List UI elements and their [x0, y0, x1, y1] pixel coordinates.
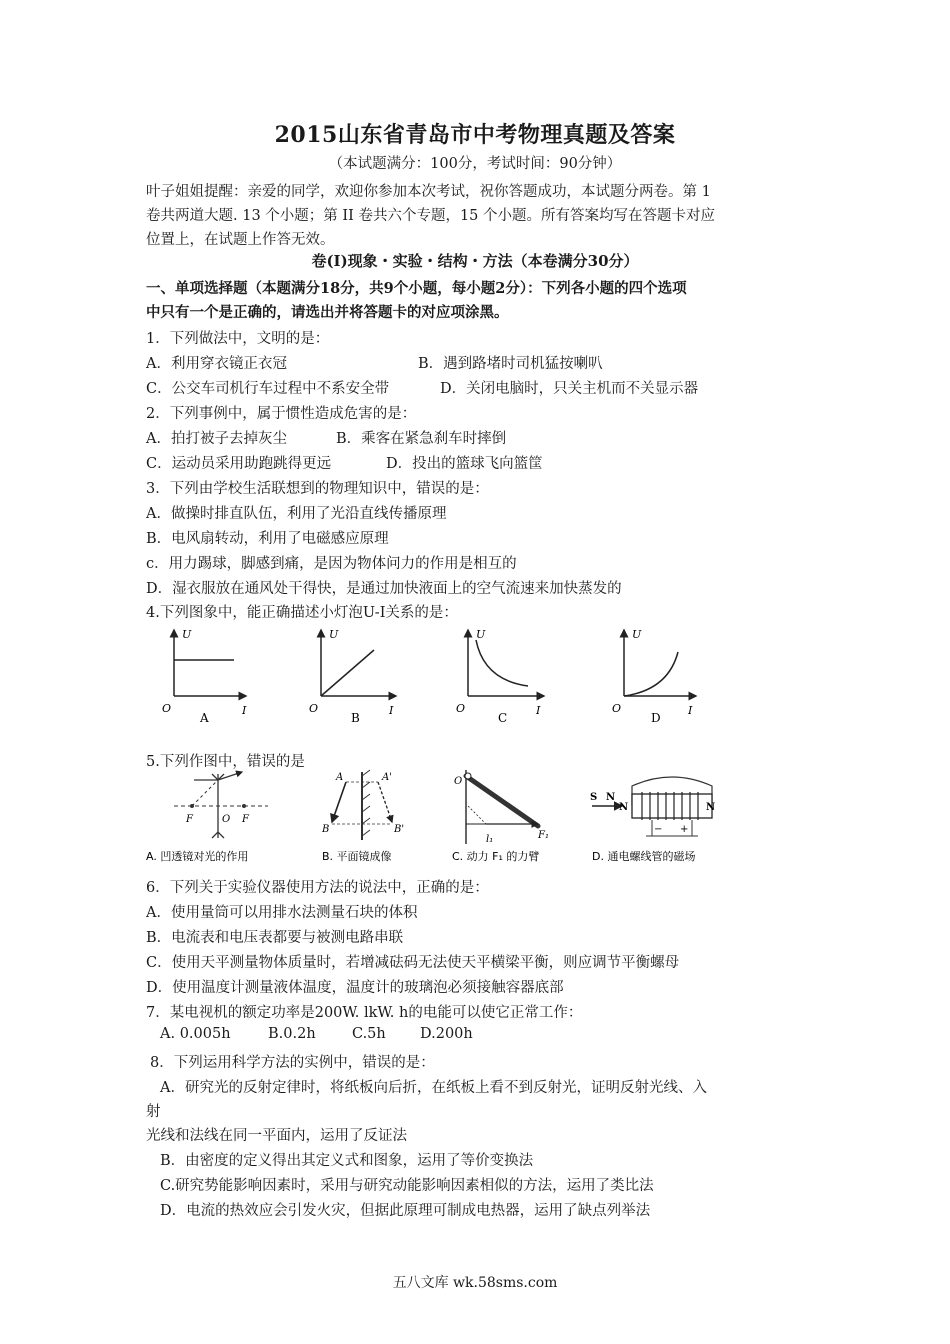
q3-option-b: B．电风扇转动，利用了电磁感应原理 — [146, 531, 389, 547]
q8-option-a-2: 射 — [146, 1104, 161, 1120]
fig-a-f-right: F — [242, 814, 249, 825]
fig-b-caption: B. 平面镜成像 — [322, 850, 392, 863]
graph-b-axis-i: I — [389, 704, 394, 717]
q1-option-c: C．公交车司机行车过程中不系安全带 — [146, 381, 390, 397]
fig-a-concave-lens — [174, 772, 268, 838]
fig-d-compass-n: N — [606, 792, 616, 803]
q2-stem: 2．下列事例中，属于惯性造成危害的是： — [146, 406, 417, 422]
q6-option-d: D．使用温度计测量液体温度，温度计的玻璃泡必须接触容器底部 — [146, 980, 564, 996]
fig-c-l1: l₁ — [486, 834, 494, 845]
fig-b-b-prime: B' — [394, 824, 405, 835]
q7-option-b: B.0.2h — [268, 1026, 316, 1042]
fig-c-lever — [454, 770, 549, 845]
q8-stem: 8．下列运用科学方法的实例中，错误的是： — [150, 1055, 435, 1071]
q3-option-a: A．做操时排直队伍，利用了光沿直线传播原理 — [146, 506, 447, 522]
graph-b-curve — [321, 650, 374, 696]
graph-c-axis-i: I — [536, 704, 541, 717]
graph-d-origin: O — [612, 702, 622, 715]
graph-a-axis-u: U — [182, 628, 192, 641]
fig-b-b: B — [322, 824, 330, 835]
graph-b-label: B — [351, 711, 360, 725]
intro-line-3: 位置上，在试题上作答无效。 — [146, 232, 335, 248]
fig-d-compass-s: S — [590, 792, 598, 803]
q1-stem: 1．下列做法中，文明的是： — [146, 331, 330, 347]
q5-diagrams — [146, 766, 746, 866]
q8-option-a-3: 光线和法线在同一平面内，运用了反证法 — [146, 1128, 407, 1144]
graph-c-axis-u: U — [476, 628, 486, 641]
q8-option-b: B．由密度的定义得出其定义式和图象，运用了等价变换法 — [160, 1153, 534, 1169]
q6-option-c: C．使用天平测量物体质量时，若增减砝码无法使天平横梁平衡，则应调节平衡螺母 — [146, 955, 680, 971]
graph-c-curve — [476, 640, 528, 686]
fig-d-solenoid — [590, 777, 715, 836]
fig-b-a-prime: A' — [382, 772, 392, 783]
fig-d-plus: + — [680, 824, 689, 835]
fig-d-pole-n-left: N — [619, 802, 629, 813]
q3-option-c: c．用力踢球，脚感到痛，是因为物体问力的作用是相互的 — [146, 556, 517, 572]
q8-option-d: D．电流的热效应会引发火灾，但据此原理可制成电热器，运用了缺点列举法 — [160, 1203, 651, 1219]
fig-c-caption: C. 动力 F₁ 的力臂 — [452, 850, 540, 863]
fig-b-plane-mirror — [321, 770, 404, 840]
exam-info: （本试题满分：100分，考试时间：90分钟） — [328, 156, 622, 172]
q7-option-a: A. 0.005h — [160, 1026, 231, 1042]
q6-option-b: B．电流表和电压表都要与被测电路串联 — [146, 930, 404, 946]
footer-watermark: 五八文库 wk.58sms.com — [392, 1275, 558, 1291]
graph-c — [456, 628, 544, 725]
fig-d-minus: − — [654, 824, 663, 835]
q3-stem: 3．下列由学校生活联想到的物理知识中，错误的是： — [146, 481, 489, 497]
fig-c-f1: F₁ — [538, 830, 549, 841]
q8-option-c: C.研究势能影响因素时，采用与研究动能影响因素相似的方法，运用了类比法 — [160, 1178, 654, 1194]
graph-a — [162, 628, 247, 725]
q3-option-d: D．湿衣服放在通风处干得快，是通过加快液面上的空气流速来加快蒸发的 — [146, 581, 622, 597]
fig-b-a: A — [336, 772, 344, 783]
graph-c-label: C — [498, 711, 508, 725]
graph-d-curve — [624, 652, 678, 696]
graph-d — [612, 628, 696, 725]
q7-option-c: C.5h — [352, 1026, 386, 1042]
q6-option-a: A．使用量筒可以用排水法测量石块的体积 — [146, 905, 418, 921]
graph-d-label: D — [651, 711, 661, 725]
part1-instruction-1: 一、单项选择题（本题满分18分，共9个小题，每小题2分）：下列各小题的四个选项 — [146, 280, 687, 297]
page-title: 2015山东省青岛市中考物理真题及答案 — [274, 122, 676, 148]
q1-option-d: D．关闭电脑时，只关主机而不关显示器 — [440, 381, 699, 397]
q1-option-b: B．遇到路堵时司机猛按喇叭 — [418, 356, 603, 372]
q7-stem: 7．某电视机的额定功率是200W. lkW. h的电能可以使它正常工作： — [146, 1005, 583, 1021]
graph-b-axis-u: U — [329, 628, 339, 641]
graph-d-axis-i: I — [688, 704, 693, 717]
q4-stem: 4.下列图象中，能正确描述小灯泡U-I关系的是： — [146, 605, 458, 621]
q2-option-c: C．运动员采用助跑跳得更远 — [146, 456, 332, 472]
intro-line-1: 叶子姐姐提醒：亲爱的同学，欢迎你参加本次考试，祝你答题成功，本试题分两卷。第 1 — [146, 184, 711, 200]
fig-a-caption: A. 凹透镜对光的作用 — [146, 850, 249, 863]
q7-option-d: D.200h — [420, 1026, 473, 1042]
graph-b-origin: O — [309, 702, 319, 715]
fig-c-o: O — [454, 776, 463, 787]
section-title: 卷(I)现象・实验・结构・方法（本卷满分30分） — [311, 252, 639, 270]
fig-a-o: O — [222, 814, 231, 825]
q5-stem: 5.下列作图中，错误的是 — [146, 754, 305, 770]
q8-option-a-1: A．研究光的反射定律时，将纸板向后折，在纸板上看不到反射光，证明反射光线、入 — [160, 1080, 707, 1096]
graph-a-axis-i: I — [242, 704, 247, 717]
intro-line-2: 卷共两道大题. 13 个小题；第 II 卷共六个专题，15 个小题。所有答案均写在答题卡对应 — [146, 208, 716, 224]
graph-a-origin: O — [162, 702, 172, 715]
q2-option-b: B．乘客在紧急刹车时摔倒 — [336, 431, 507, 447]
fig-d-caption: D. 通电螺线管的磁场 — [592, 850, 696, 863]
q6-stem: 6．下列关于实验仪器使用方法的说法中，正确的是： — [146, 880, 489, 896]
graph-a-label: A — [200, 711, 209, 725]
q2-option-a: A．拍打被子去掉灰尘 — [146, 431, 287, 447]
graph-d-axis-u: U — [632, 628, 642, 641]
fig-a-f-left: F — [186, 814, 193, 825]
graph-b — [309, 628, 396, 725]
q2-option-d: D．投出的篮球飞向篮筐 — [386, 456, 543, 472]
part1-instruction-2: 中只有一个是正确的，请选出并将答题卡的对应项涂黑。 — [146, 304, 509, 321]
graph-c-origin: O — [456, 702, 466, 715]
fig-d-pole-n-right: N — [706, 802, 716, 813]
q4-graphs — [146, 618, 746, 738]
q1-option-a: A．利用穿衣镜正衣冠 — [146, 356, 287, 372]
